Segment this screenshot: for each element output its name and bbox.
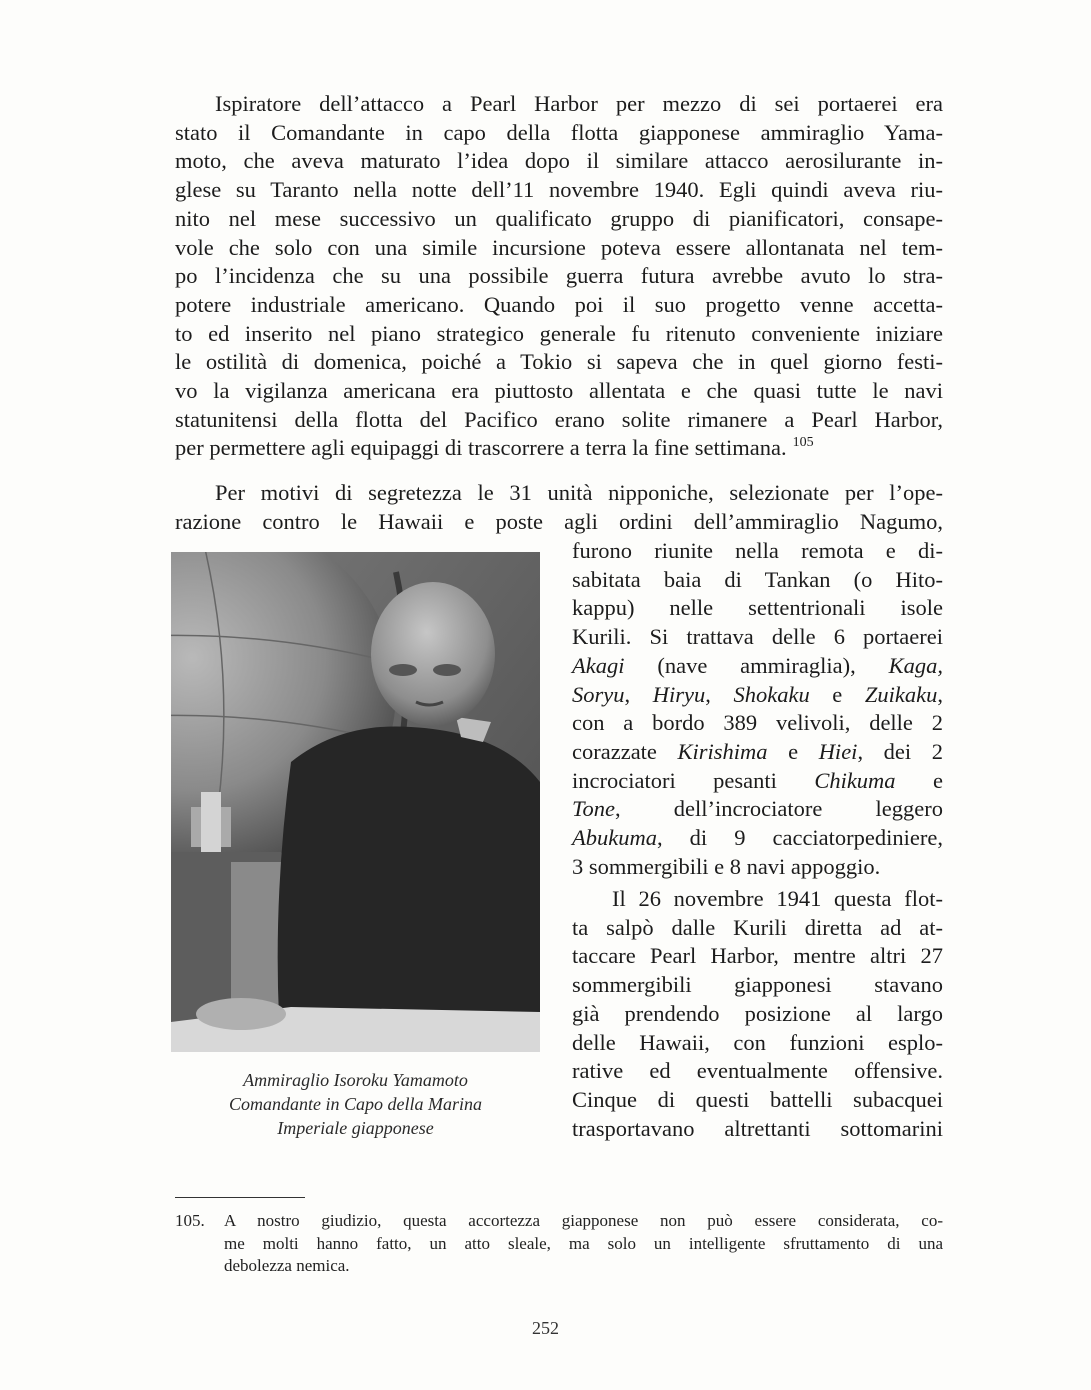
text-line: potere industriale americano. Quando poi il suo progetto venne accetta- (175, 291, 943, 317)
text-line (175, 434, 943, 463)
text-line: po l’incidenza che su una possibile guerra futura avrebbe avuto lo stra- (175, 263, 943, 289)
text-fragment: corazzate (572, 738, 678, 764)
caption-line: Comandante in Capo della Marina (229, 1094, 482, 1114)
text-line (572, 681, 943, 710)
text-line: statunitensi della flotta del Pacifico erano solite rimanere a Pearl Harbor, (175, 406, 943, 432)
text-line: già prendendo posizione al largo (572, 1000, 943, 1026)
text-line (572, 652, 943, 681)
text-line: Cinque di questi battelli subacquei (572, 1086, 943, 1112)
paragraph-fleet-assembly-continued (572, 537, 943, 881)
text-line: glese su Taranto nella notte dell’11 novembre 1940. Egli quindi aveva riu- (175, 177, 943, 203)
paragraph-fleet-assembly (175, 479, 943, 536)
text-line: vole che solo con una simile incursione poteva essere allontanata nel tem- (175, 234, 943, 260)
ship-name: Tone (572, 796, 615, 822)
ship-name: Akagi (572, 652, 625, 678)
text-line: le ostilità di domenica, poiché a Tokio si sapeva che in quel giorno festi- (175, 349, 943, 375)
yamamoto-photo (171, 552, 540, 1052)
footnote-line: A nostro giudizio, questa accortezza giapponese non può essere considerata, co- (224, 1211, 943, 1230)
footnote-number: 105. (175, 1211, 205, 1230)
footnote-line: debolezza nemica. (224, 1256, 350, 1275)
text-fragment: e (767, 738, 819, 764)
text-line: to ed inserito nel piano strategico generale fu ritenuto conveniente iniziare (175, 320, 943, 346)
text-line: sabitata baia di Tankan (o Hito- (572, 566, 943, 592)
text-line: vo la vigilanza americana era piuttosto allentata e che quasi tutte le navi (175, 378, 943, 404)
text-line: Ispiratore dell’attacco a Pearl Harbor per mezzo di sei portaerei era (215, 91, 943, 116)
ship-name: Chikuma (814, 767, 896, 793)
photo-caption (171, 1068, 540, 1140)
paragraph-pearl-harbor-inspiration (175, 90, 943, 463)
ship-name: Kaga, (888, 652, 943, 678)
caption-line: Imperiale giapponese (277, 1118, 434, 1138)
text-line: Il 26 novembre 1941 questa flot- (612, 886, 943, 911)
text-fragment: (nave ammiraglia), (624, 652, 889, 678)
text-line: kappu) nelle settentrionali isole (572, 595, 943, 621)
text-fragment: , (705, 681, 734, 707)
footnote-reference: 105 (792, 435, 814, 451)
text-line: furono riunite nella remota e di- (572, 538, 943, 563)
text-line: delle Hawaii, con funzioni esplo- (572, 1029, 943, 1055)
text-line (572, 767, 943, 796)
text-fragment: , di 9 cacciatorpediniere, (656, 825, 943, 851)
text-line: con a bordo 389 velivoli, delle 2 (572, 710, 943, 736)
text-fragment: e (895, 767, 943, 793)
footnote (175, 1210, 943, 1278)
text-fragment: , dell’incrociatore leggero (614, 796, 943, 822)
paragraph-fleet-departure (572, 885, 943, 1143)
text-line: Kurili. Si trattava delle 6 portaerei (572, 624, 943, 650)
text-line: stato il Comandante in capo della flotta giapponese ammiraglio Yama- (175, 119, 943, 145)
text-line (572, 738, 943, 767)
ship-name: Hiei (818, 738, 858, 764)
ship-name: Abukuma (572, 825, 657, 851)
photo-illustration (171, 552, 540, 1052)
text-fragment: , dei 2 (857, 738, 943, 764)
ship-name: Zuikaku (864, 681, 938, 707)
text-line: ta salpò dalle Kurili diretta ad at- (572, 914, 943, 940)
ship-name: Soryu (572, 681, 625, 707)
text-line: sommergibili giapponesi stavano (572, 972, 943, 998)
text-line (572, 824, 943, 853)
text-line (572, 795, 943, 824)
text-line: trasportavano altrettanti sottomarini (572, 1115, 943, 1141)
text-line: 3 sommergibili e 8 navi appoggio. (572, 853, 881, 879)
text-line-content: per permettere agli equipaggi di trascorrere a terra la fine settimana. (175, 435, 787, 461)
footnote-text (224, 1210, 943, 1278)
footnote-separator (175, 1197, 305, 1198)
page-number: 252 (532, 1318, 559, 1338)
footnote-line: me molti hanno fatto, un atto sleale, ma solo un intelligente sfruttamento di una (224, 1233, 943, 1253)
ship-name: Hiryu (652, 681, 706, 707)
text-line: rative ed eventualmente offensive. (572, 1058, 943, 1084)
text-fragment: incrociatori pesanti (572, 767, 815, 793)
text-fragment: , (624, 681, 653, 707)
ship-name: Shokaku (733, 681, 810, 707)
text-line: Per motivi di segretezza le 31 unità nipponiche, selezionate per l’ope- (215, 480, 943, 505)
text-line: moto, che aveva maturato l’idea dopo il similare attacco aerosilurante in- (175, 148, 943, 174)
text-fragment: e (809, 681, 865, 707)
caption-line: Ammiraglio Isoroku Yamamoto (243, 1070, 468, 1090)
text-fragment: , (937, 681, 944, 707)
text-line: razione contro le Hawaii e poste agli ordini dell’ammiraglio Nagumo, (175, 508, 943, 534)
text-line: taccare Pearl Harbor, mentre altri 27 (572, 943, 943, 969)
ship-name: Kirishima (677, 738, 768, 764)
text-line: nito nel mese successivo un qualificato gruppo di pianificatori, consape- (175, 205, 943, 231)
